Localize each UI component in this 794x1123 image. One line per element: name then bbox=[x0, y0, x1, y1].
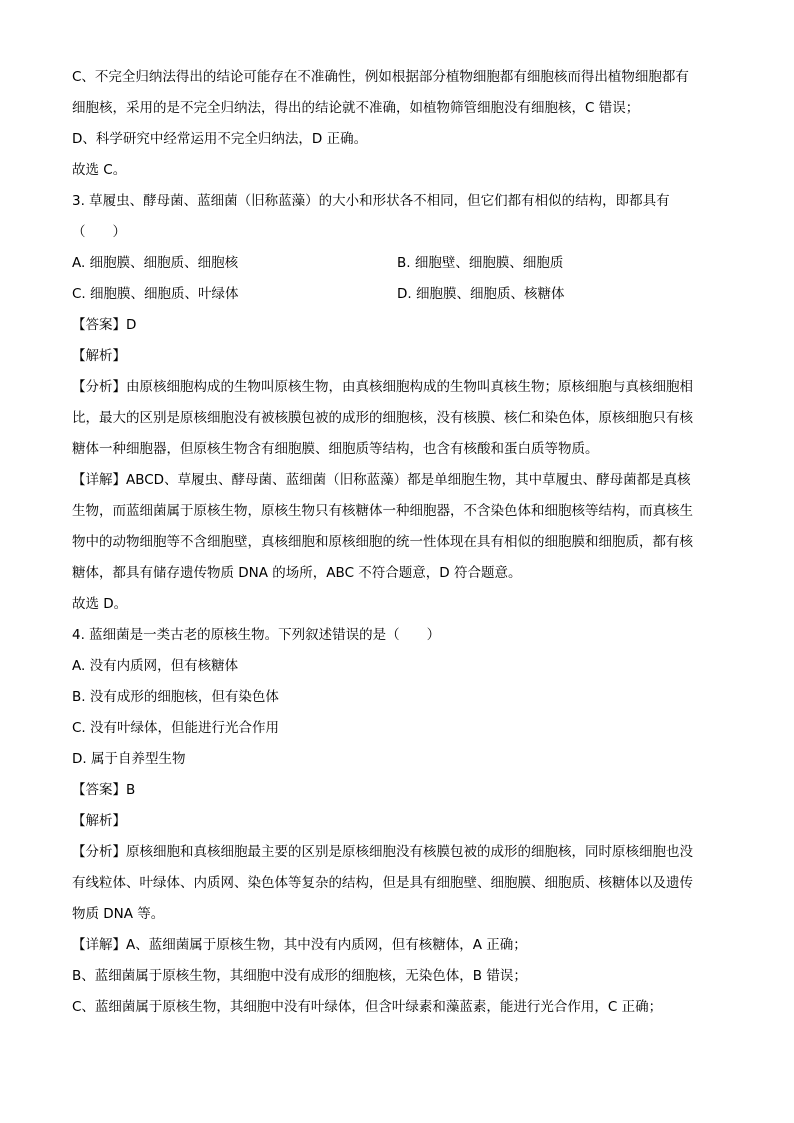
option-b: B. 没有成形的细胞核，但有染色体 bbox=[72, 689, 279, 705]
question-4-detail-line: B、蓝细菌属于原核生物，其细胞中没有成形的细胞核，无染色体，B 错误； bbox=[72, 968, 527, 984]
question-4-stem: 4. 蓝细菌是一类古老的原核生物。下列叙述错误的是（ ） bbox=[72, 627, 441, 643]
question-3-stem: 3. 草履虫、酵母菌、蓝细菌（旧称蓝藻）的大小和形状各不相同，但它们都有相似的结构，即都具有 bbox=[72, 193, 670, 209]
option-a: A. 没有内质网，但有核糖体 bbox=[72, 658, 239, 674]
text-line: 故选 C。 bbox=[72, 162, 127, 178]
option-b: B. 细胞壁、细胞膜、细胞质 bbox=[397, 255, 564, 271]
option-d: D. 属于自养型生物 bbox=[72, 751, 186, 767]
question-3-detail-line: 物中的动物细胞等不含细胞壁，真核细胞和原核细胞的统一性体现在具有相似的细胞膜和细胞质，都有核 bbox=[72, 534, 693, 550]
question-3-options-row-2 bbox=[72, 279, 722, 310]
question-3-detail-line: 【详解】ABCD、草履虫、酵母菌、蓝细菌（旧称蓝藻）都是单细胞生物，其中草履虫、酵母菌都是真核 bbox=[72, 472, 691, 488]
document-content bbox=[72, 62, 722, 1023]
question-3-choice: 故选 D。 bbox=[72, 596, 128, 612]
text-line: D、科学研究中经常运用不完全归纳法，D 正确。 bbox=[72, 131, 368, 147]
question-4-detail-line: 【详解】A、蓝细菌属于原核生物，其中没有内质网，但有核糖体，A 正确； bbox=[72, 937, 527, 953]
text-line: 细胞核，采用的是不完全归纳法，得出的结论就不准确，如植物筛管细胞没有细胞核，C 错误； bbox=[72, 100, 640, 116]
question-4-analysis-line: 【分析】原核细胞和真核细胞最主要的区别是原核细胞没有核膜包被的成形的细胞核，同时原核细胞也没 bbox=[72, 844, 693, 860]
question-4-analysis-line: 有线粒体、叶绿体、内质网、染色体等复杂的结构，但是具有细胞壁、细胞膜、细胞质、核糖体以及遗传 bbox=[72, 875, 693, 891]
question-3-detail-line: 糖体，都具有储存遗传物质 DNA 的场所，ABC 不符合题意，D 符合题意。 bbox=[72, 565, 522, 581]
question-4-analysis-line: 物质 DNA 等。 bbox=[72, 906, 165, 922]
question-3-analysis-title: 【解析】 bbox=[72, 348, 126, 364]
question-3-answer: 【答案】D bbox=[72, 317, 137, 333]
question-3-analysis-line: 糖体一种细胞器，但原核生物含有细胞膜、细胞质等结构，也含有核酸和蛋白质等物质。 bbox=[72, 441, 599, 457]
question-3-bracket: （ ） bbox=[72, 224, 126, 240]
question-4-answer: 【答案】B bbox=[72, 782, 136, 798]
question-3-detail-line: 生物，而蓝细菌属于原核生物，原核生物只有核糖体一种细胞器，不含染色体和细胞核等结构，而真核生 bbox=[72, 503, 693, 519]
option-c: C. 细胞膜、细胞质、叶绿体 bbox=[72, 286, 239, 302]
option-a: A. 细胞膜、细胞质、细胞核 bbox=[72, 255, 239, 271]
question-3-analysis-line: 【分析】由原核细胞构成的生物叫原核生物，由真核细胞构成的生物叫真核生物；原核细胞与真核细胞相 bbox=[72, 379, 693, 395]
question-3-options-row-1 bbox=[72, 248, 722, 279]
text-line: C、不完全归纳法得出的结论可能存在不准确性，例如根据部分植物细胞都有细胞核而得出植物细胞都有 bbox=[72, 69, 689, 85]
option-d: D. 细胞膜、细胞质、核糖体 bbox=[397, 286, 565, 302]
question-4-analysis-title: 【解析】 bbox=[72, 813, 126, 829]
question-4-detail-line: C、蓝细菌属于原核生物，其细胞中没有叶绿体，但含叶绿素和藻蓝素，能进行光合作用，C 正确； bbox=[72, 999, 663, 1015]
question-3-analysis-line: 比，最大的区别是原核细胞没有被核膜包被的成形的细胞核，没有核膜、核仁和染色体，原核细胞只有核 bbox=[72, 410, 693, 426]
option-c: C. 没有叶绿体，但能进行光合作用 bbox=[72, 720, 280, 736]
